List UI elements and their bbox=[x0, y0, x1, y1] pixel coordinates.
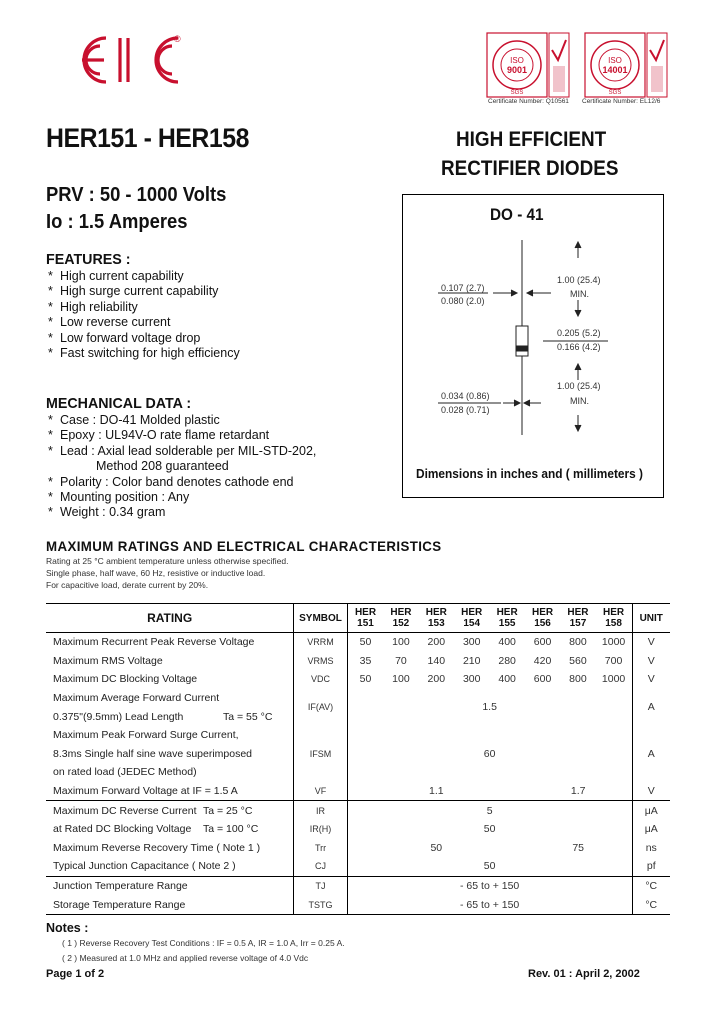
dimensions-caption: Dimensions in inches and ( millimeters ) bbox=[416, 467, 644, 481]
part-col-header: HER 158 bbox=[596, 604, 632, 633]
table-header-row bbox=[46, 604, 670, 633]
table-row: Maximum Forward Voltage at IF = 1.5 A VF 1.1 1.7 V bbox=[46, 782, 670, 801]
list-item: * High current capability bbox=[48, 269, 184, 283]
part-col-header: HER 156 bbox=[525, 604, 560, 633]
part-col-header: HER 152 bbox=[383, 604, 418, 633]
body-len-max: 0.205 (5.2) bbox=[557, 328, 601, 338]
min-label-top: MIN. bbox=[570, 289, 589, 299]
list-item: * Low forward voltage drop bbox=[48, 330, 201, 345]
condition-line: Rating at 25 °C ambient temperature unless otherwise specified. bbox=[46, 556, 289, 566]
rating-col-header: RATING bbox=[46, 604, 294, 633]
revision-date: Rev. 01 : April 2, 2002 bbox=[528, 968, 640, 980]
wire-dia-min: 0.028 (0.71) bbox=[441, 405, 490, 415]
mechanical-heading: MECHANICAL DATA : bbox=[46, 395, 192, 412]
lead-len-bottom: 1.00 (25.4) bbox=[557, 381, 601, 391]
eic-logo bbox=[62, 30, 192, 90]
table-row: Junction Temperature Range TJ - 65 to + 150 °C bbox=[46, 876, 670, 895]
condition-line: For capacitive load, derate current by 20%. bbox=[46, 580, 209, 590]
body-len-min: 0.166 (4.2) bbox=[557, 342, 601, 352]
table-row: Storage Temperature Range TSTG - 65 to + 150 °C bbox=[46, 895, 670, 914]
symbol-col-header: SYMBOL bbox=[294, 604, 348, 633]
list-item: * High reliability bbox=[48, 299, 138, 314]
features-list bbox=[48, 269, 240, 361]
features-heading: FEATURES : bbox=[46, 251, 131, 268]
mechanical-list bbox=[48, 413, 316, 521]
table-row: 0.375"(9.5mm) Lead Length Ta = 55 °C bbox=[53, 710, 273, 723]
iso-14001-seal-icon bbox=[584, 32, 646, 98]
list-item: * Fast switching for high efficiency bbox=[48, 346, 240, 361]
list-item: * Mounting position : Any bbox=[48, 490, 190, 505]
min-label-bottom: MIN. bbox=[570, 396, 589, 406]
iso-number: 14001 bbox=[602, 65, 628, 75]
table-row: at Rated DC Blocking Voltage Ta = 100 °C IR(H) 50 μA bbox=[46, 820, 670, 839]
certificate-number-1: Certificate Number: Q10561 bbox=[488, 98, 569, 105]
description-line-1: HIGH EFFICIENT bbox=[456, 128, 607, 151]
description-line-2: RECTIFIER DIODES bbox=[441, 157, 619, 180]
page-number: Page 1 of 2 bbox=[46, 968, 105, 980]
lead-dia-min: 0.080 (2.0) bbox=[441, 296, 485, 306]
table-row: Maximum DC Blocking Voltage VDC 50 100 200 300 400 600 800 1000 V bbox=[46, 670, 670, 689]
table-row: Maximum Average Forward Current IF(AV) 1.5 A bbox=[46, 689, 670, 708]
prv-spec: PRV : 50 - 1000 Volts bbox=[46, 184, 227, 206]
list-item: * Low reverse current bbox=[48, 315, 171, 330]
table-row: Maximum RMS Voltage VRMS 35 70 140 210 280 420 560 700 V bbox=[46, 652, 670, 671]
lead-dia-max: 0.107 (2.7) bbox=[441, 283, 485, 293]
io-spec: Io : 1.5 Amperes bbox=[46, 211, 188, 233]
table-row: Maximum Peak Forward Surge Current, IFSM 60 A bbox=[46, 726, 670, 745]
condition-line: Single phase, half wave, 60 Hz, resistive or inductive load. bbox=[46, 568, 266, 578]
part-col-header: HER 157 bbox=[560, 604, 595, 633]
list-item: * Polarity : Color band denotes cathode end bbox=[48, 474, 294, 489]
sgs-text: SGS bbox=[510, 90, 524, 96]
part-col-header: HER 154 bbox=[454, 604, 489, 633]
iso-text: ISO bbox=[608, 56, 622, 65]
table-row: Maximum Recurrent Peak Reverse Voltage VRRM 50 100 200 300 400 600 800 1000 V bbox=[46, 633, 670, 652]
part-range-title: HER151 - HER158 bbox=[46, 123, 249, 153]
ratings-title: MAXIMUM RATINGS AND ELECTRICAL CHARACTERISTICS bbox=[46, 538, 442, 554]
list-item: Method 208 guaranteed bbox=[96, 459, 229, 474]
certification-check-icon bbox=[548, 32, 570, 98]
note-item: ( 1 ) Reverse Recovery Test Conditions : IF = 0.5 A, IR = 1.0 A, Irr = 0.25 A. bbox=[62, 938, 345, 948]
sgs-text: SGS bbox=[608, 90, 622, 96]
wire-dia-max: 0.034 (0.86) bbox=[441, 391, 490, 401]
do41-outline-drawing bbox=[403, 230, 661, 465]
list-item: * High surge current capability bbox=[48, 284, 219, 299]
lead-len-top: 1.00 (25.4) bbox=[557, 275, 601, 285]
list-item: * Lead : Axial lead solderable per MIL-STD-202, bbox=[48, 443, 317, 458]
package-title: DO - 41 bbox=[490, 205, 544, 224]
iso-number: 9001 bbox=[506, 65, 528, 75]
table-row: Maximum Reverse Recovery Time ( Note 1 ) Trr 50 75 ns bbox=[46, 839, 670, 858]
notes-heading: Notes : bbox=[46, 921, 89, 935]
list-item: * Case : DO-41 Molded plastic bbox=[48, 413, 220, 427]
certificate-number-2: Certificate Number: EL12/6 bbox=[582, 98, 661, 105]
certification-check-icon bbox=[646, 32, 668, 98]
iso-text: ISO bbox=[510, 56, 524, 65]
table-row: Typical Junction Capacitance ( Note 2 ) CJ 50 pf bbox=[46, 857, 670, 876]
part-col-header: HER 153 bbox=[419, 604, 454, 633]
part-col-header: HER 151 bbox=[347, 604, 383, 633]
registered-mark: ® bbox=[174, 34, 181, 44]
iso-9001-seal-icon bbox=[486, 32, 548, 98]
table-row: 8.3ms Single half sine wave superimposed bbox=[53, 747, 253, 760]
table-row: on rated load (JEDEC Method) bbox=[53, 766, 197, 779]
list-item: * Epoxy : UL94V-O rate flame retardant bbox=[48, 428, 270, 443]
table-row: Maximum DC Reverse Current Ta = 25 °C IR 5 μA bbox=[46, 801, 670, 820]
note-item: ( 2 ) Measured at 1.0 MHz and applied reverse voltage of 4.0 Vdc bbox=[62, 953, 309, 963]
part-col-header: HER 155 bbox=[489, 604, 524, 633]
ratings-table bbox=[46, 603, 670, 915]
list-item: * Weight : 0.34 gram bbox=[48, 505, 166, 520]
unit-col-header: UNIT bbox=[632, 604, 670, 633]
